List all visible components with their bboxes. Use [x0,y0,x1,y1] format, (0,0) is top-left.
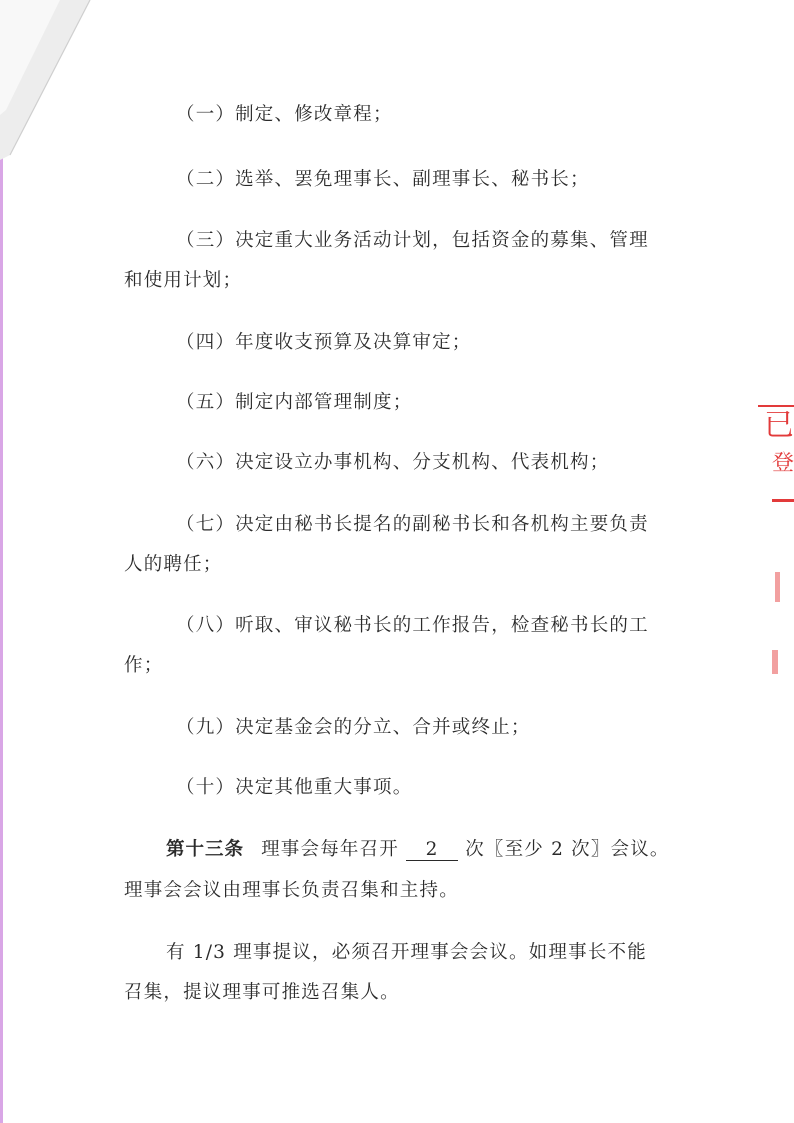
item-10: （十）决定其他重大事项。 [176,777,413,798]
article-13 [166,838,670,862]
stamp-mark [772,650,778,674]
article-label: 第十三条 [166,839,245,860]
meeting-count: 2 [406,840,458,861]
article-13-line2: 理事会会议由理事长负责召集和主持。 [124,880,459,901]
item-2: （二）选举、罢免理事长、副理事长、秘书长； [176,169,590,190]
item-7: （七）决定由秘书长提名的副秘书长和各机构主要负责 [176,514,649,535]
item-8: （八）听取、审议秘书长的工作报告，检查秘书长的工 [176,615,649,636]
paragraph-line2: 召集，提议理事可推选召集人。 [124,982,400,1003]
item-3: （三）决定重大业务活动计划，包括资金的募集、管理 [176,230,649,251]
item-7-cont: 人的聘任； [124,554,223,575]
item-5: （五）制定内部管理制度； [176,392,413,413]
article-text-before: 理事会每年召开 [261,839,400,860]
item-9: （九）决定基金会的分立、合并或终止； [176,717,531,738]
item-8-cont: 作； [124,655,164,676]
stamp-char-1: 已 [758,405,794,443]
stamp-mark [775,572,780,602]
item-4: （四）年度收支预算及决算审定； [176,332,472,353]
red-stamp-fragment [758,405,794,745]
paragraph-line1: 有 1/3 理事提议，必须召开理事会会议。如理事长不能 [166,942,647,963]
page-fold-corner [0,0,110,170]
item-1: （一）制定、修改章程； [176,104,393,125]
stamp-char-2: 登 [771,451,794,476]
item-6: （六）决定设立办事机构、分支机构、代表机构； [176,452,610,473]
article-text-after: 次〖至少 2 次〗会议。 [465,839,670,860]
stamp-dash [772,499,794,502]
item-3-cont: 和使用计划； [124,270,243,291]
